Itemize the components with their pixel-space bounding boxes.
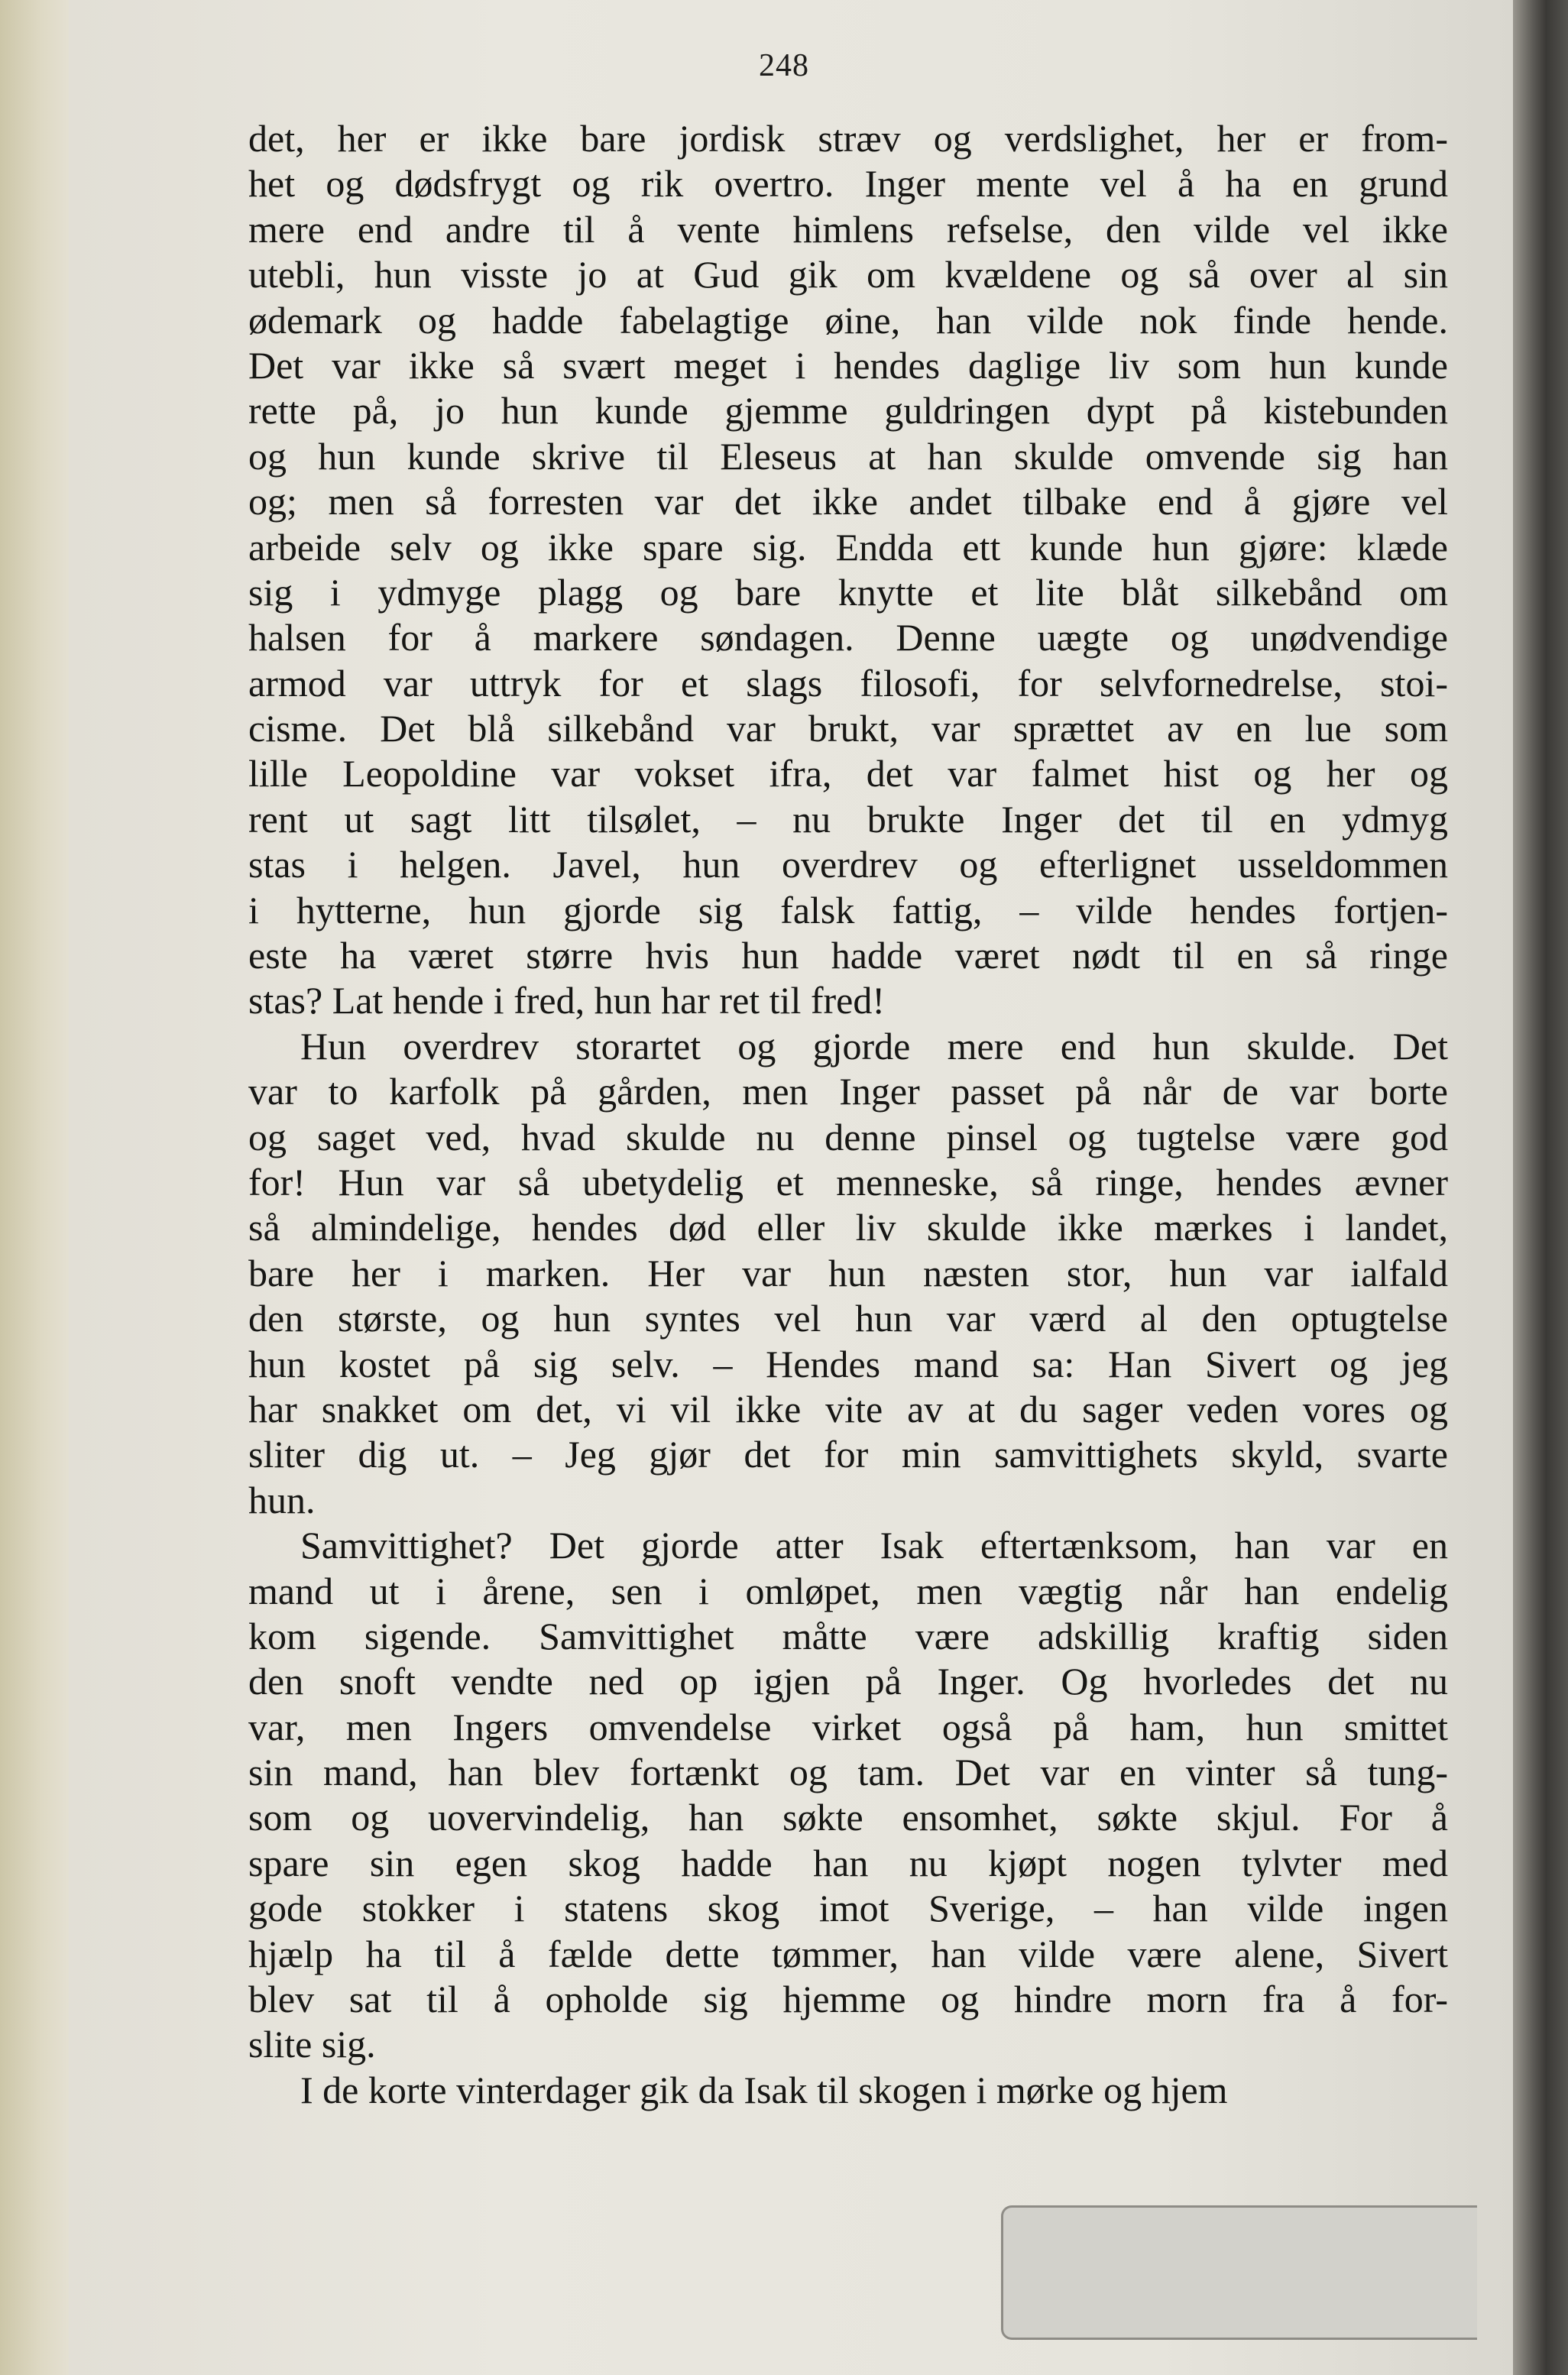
paragraph <box>248 2068 1448 2113</box>
text-line: stas i helgen. Javel, hun overdrev og efterlignet usseldommen <box>248 843 1448 886</box>
book-binding <box>1513 0 1568 2375</box>
text-line: det, her er ikke bare jordisk stræv og verdslighet, her er from- <box>248 117 1448 160</box>
text-line: stas? Lat hende i fred, hun har ret til fred! <box>248 979 885 1022</box>
text-line: kom sigende. Samvittighet måtte være adskillig kraftig siden <box>248 1614 1448 1657</box>
body-text <box>248 116 1448 2113</box>
text-line: som og uovervindelig, han søkte ensomhet, søkte skjul. For å <box>248 1796 1448 1839</box>
text-line: var to karfolk på gården, men Inger passet på når de var borte <box>248 1070 1448 1113</box>
text-line: rette på, jo hun kunde gjemme guldringen dypt på kistebunden <box>248 389 1448 433</box>
text-line: Samvittighet? Det gjorde atter Isak eftertænksom, han var en <box>300 1524 1448 1567</box>
page-number: 248 <box>759 48 809 83</box>
text-line: og saget ved, hvad skulde nu denne pinsel og tugtelse være god <box>248 1115 1448 1158</box>
paragraph <box>248 1024 1448 1523</box>
text-line: slite sig. <box>248 2023 376 2066</box>
text-line: i hytterne, hun gjorde sig falsk fattig, – vilde hendes fortjen- <box>248 888 1448 932</box>
text-line: hun kostet på sig selv. – Hendes mand sa: Han Sivert og jeg <box>248 1342 1448 1385</box>
text-line: sig i ydmyge plagg og bare knytte et lite blåt silkebånd om <box>248 570 1448 614</box>
text-line: rent ut sagt litt tilsølet, – nu brukte Inger det til en ydmyg <box>248 797 1448 841</box>
text-line: har snakket om det, vi vil ikke vite av at du sager veden vores og <box>248 1387 1448 1431</box>
text-line: cisme. Det blå silkebånd var brukt, var sprættet av en lue som <box>248 707 1448 750</box>
text-line: og hun kunde skrive til Eleseus at han skulde omvende sig han <box>248 434 1448 478</box>
text-line: armod var uttryk for et slags filosofi, for selvfornedrelse, stoi- <box>248 661 1448 705</box>
text-line: blev sat til å opholde sig hjemme og hindre morn fra å for- <box>248 1978 1448 2021</box>
text-line: hun. <box>248 1478 316 1521</box>
text-line: sliter dig ut. – Jeg gjør det for min samvittighets skyld, svarte <box>248 1433 1448 1476</box>
text-line: Hun overdrev storartet og gjorde mere end hun skulde. Det <box>300 1024 1448 1068</box>
text-line: halsen for å markere søndagen. Denne uægte og unødvendige <box>248 616 1448 659</box>
text-line: arbeide selv og ikke spare sig. Endda ett kunde hun gjøre: klæde <box>248 525 1448 569</box>
text-line: hjælp ha til å fælde dette tømmer, han vilde være alene, Sivert <box>248 1932 1448 1975</box>
text-line: så almindelige, hendes død eller liv skulde ikke mærkes i landet, <box>248 1206 1448 1249</box>
text-line: sin mand, han blev fortænkt og tam. Det var en vinter så tung- <box>248 1751 1448 1794</box>
text-line: utebli, hun visste jo at Gud gik om kvældene og så over al sin <box>248 253 1448 296</box>
text-line: ødemark og hadde fabelagtige øine, han vilde nok finde hende. <box>248 298 1448 342</box>
text-line: bare her i marken. Her var hun næsten stor, hun var ialfald <box>248 1251 1448 1294</box>
text-line: este ha været større hvis hun hadde været nødt til en så ringe <box>248 934 1448 977</box>
text-line: mere end andre til å vente himlens refselse, den vilde vel ikke <box>248 207 1448 251</box>
text-line: lille Leopoldine var vokset ifra, det var falmet hist og her og <box>248 752 1448 795</box>
text-line: den største, og hun syntes vel hun var værd al den optugtelse <box>248 1297 1448 1340</box>
text-line: gode stokker i statens skog imot Sverige, – han vilde ingen <box>248 1887 1448 1930</box>
text-line: for! Hun var så ubetydelig et menneske, så ringe, hendes ævner <box>248 1160 1448 1204</box>
paragraph <box>248 116 1448 1024</box>
page-edge <box>0 0 69 2375</box>
text-line: og; men så forresten var det ikke andet tilbake end å gjøre vel <box>248 480 1448 523</box>
paragraph <box>248 1523 1448 2068</box>
text-line: mand ut i årene, sen i omløpet, men vægtig når han endelig <box>248 1569 1448 1612</box>
text-line: Det var ikke så svært meget i hendes daglige liv som hun kunde <box>248 343 1448 387</box>
text-line: het og dødsfrygt og rik overtro. Inger mente vel å ha en grund <box>248 162 1448 206</box>
library-label <box>1001 2205 1477 2340</box>
text-line: var, men Ingers omvendelse virket også på ham, hun smittet <box>248 1705 1448 1748</box>
text-line: I de korte vinterdager gik da Isak til skogen i mørke og hjem <box>300 2068 1228 2111</box>
text-line: spare sin egen skog hadde han nu kjøpt nogen tylvter med <box>248 1841 1448 1884</box>
text-line: den snoft vendte ned op igjen på Inger. Og hvorledes det nu <box>248 1660 1448 1703</box>
